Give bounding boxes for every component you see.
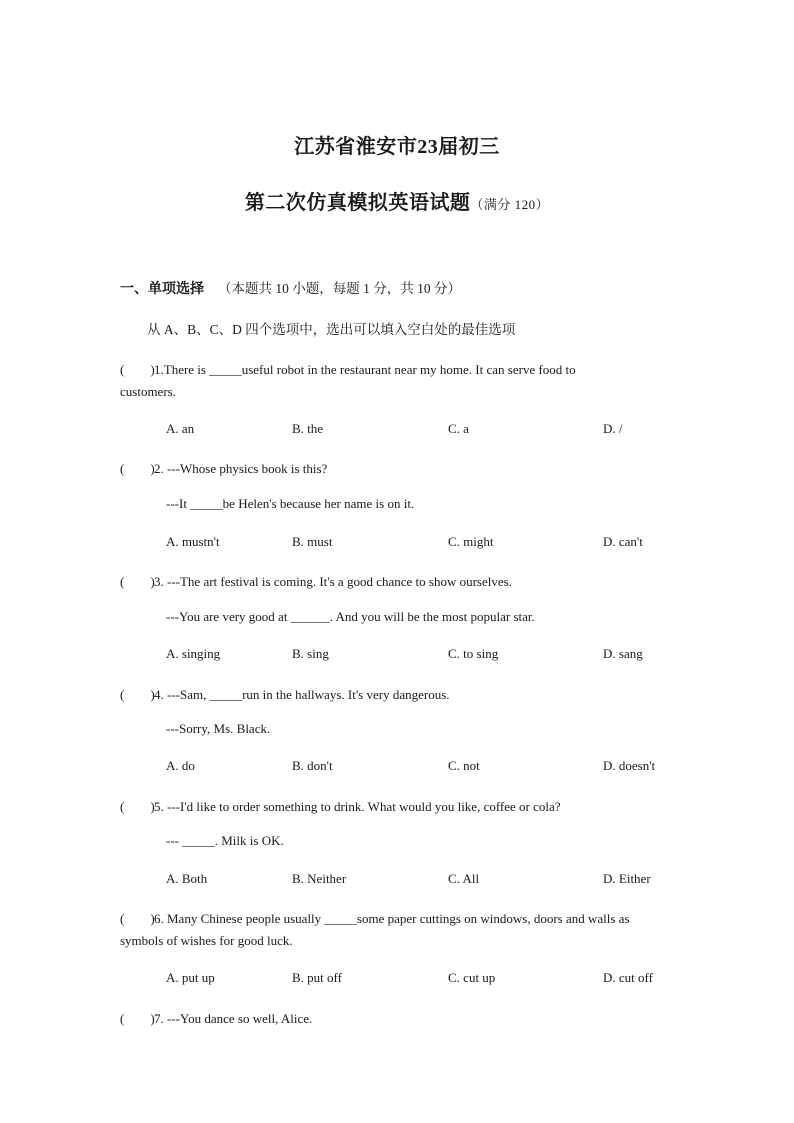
q1-option-d: D. / bbox=[603, 421, 623, 436]
question-6-stem bbox=[120, 908, 630, 927]
question-2-stem bbox=[120, 458, 327, 477]
q5-option-b: B. Neither bbox=[292, 871, 347, 886]
answer-paren[interactable]: ( ) bbox=[120, 687, 155, 702]
q6-option-d: D. cut off bbox=[603, 970, 653, 985]
question-2-stem-cont: ---It _____be Helen's because her name is on it. bbox=[166, 496, 415, 511]
q3-option-a: A. singing bbox=[166, 646, 221, 661]
q1-option-b: B. the bbox=[292, 421, 324, 436]
section-title: 一、单项选择 bbox=[120, 282, 204, 297]
question-text: 6. Many Chinese people usually _____some paper cuttings on windows, doors and walls as bbox=[154, 911, 630, 926]
answer-paren[interactable]: ( ) bbox=[120, 574, 155, 589]
q6-option-b: B. put off bbox=[292, 970, 342, 985]
question-text: 7. ---You dance so well, Alice. bbox=[154, 1011, 313, 1026]
section-note: （本题共 10 小题，每题 1 分，共 10 分） bbox=[218, 281, 461, 296]
full-score: （满分 120） bbox=[470, 197, 550, 212]
title-line-2 bbox=[0, 186, 794, 215]
answer-paren[interactable]: ( ) bbox=[120, 1011, 155, 1026]
question-7-stem bbox=[120, 1008, 312, 1027]
q6-option-c: C. cut up bbox=[448, 970, 496, 985]
question-4-stem-cont: ---Sorry, Ms. Black. bbox=[166, 721, 271, 736]
q2-option-a: A. mustn't bbox=[166, 534, 220, 549]
question-3-stem bbox=[120, 571, 512, 590]
q3-option-c: C. to sing bbox=[448, 646, 499, 661]
q5-option-c: C. All bbox=[448, 871, 480, 886]
q5-option-d: D. Either bbox=[603, 871, 651, 886]
q3-option-d: D. sang bbox=[603, 646, 643, 661]
question-1-stem-cont: customers. bbox=[120, 384, 176, 399]
question-text: 4. ---Sam, _____run in the hallways. It's very dangerous. bbox=[154, 687, 450, 702]
answer-paren[interactable]: ( ) bbox=[120, 911, 155, 926]
q4-option-b: B. don't bbox=[292, 758, 333, 773]
title-line-1: 江苏省淮安市23届初三 bbox=[294, 136, 500, 158]
question-5-stem-cont: --- _____. Milk is OK. bbox=[166, 833, 284, 848]
answer-paren[interactable]: ( ) bbox=[120, 799, 155, 814]
q4-option-d: D. doesn't bbox=[603, 758, 656, 773]
q2-option-d: D. can't bbox=[603, 534, 643, 549]
title-main: 第二次仿真模拟英语试题 bbox=[244, 192, 471, 214]
q2-option-c: C. might bbox=[448, 534, 494, 549]
question-4-stem bbox=[120, 684, 450, 703]
question-text: 2. ---Whose physics book is this? bbox=[154, 461, 328, 476]
question-3-stem-cont: ---You are very good at ______. And you will be the most popular star. bbox=[166, 609, 535, 624]
q5-option-a: A. Both bbox=[166, 871, 208, 886]
q1-option-a: A. an bbox=[166, 421, 195, 436]
q3-option-b: B. sing bbox=[292, 646, 329, 661]
answer-paren[interactable]: ( ) bbox=[120, 461, 155, 476]
question-6-stem-cont: symbols of wishes for good luck. bbox=[120, 933, 293, 948]
q4-option-a: A. do bbox=[166, 758, 195, 773]
question-5-stem bbox=[120, 796, 561, 815]
question-1-stem bbox=[120, 359, 576, 378]
q2-option-b: B. must bbox=[292, 534, 333, 549]
question-text: 5. ---I'd like to order something to drink. What would you like, coffee or cola? bbox=[154, 799, 561, 814]
section-heading bbox=[120, 277, 461, 298]
answer-paren[interactable]: ( ) bbox=[120, 362, 155, 377]
q1-option-c: C. a bbox=[448, 421, 469, 436]
section-instruction: 从 A、B、C、D 四个选项中，选出可以填入空白处的最佳选项 bbox=[147, 322, 516, 337]
q6-option-a: A. put up bbox=[166, 970, 215, 985]
question-text: 3. ---The art festival is coming. It's a good chance to show ourselves. bbox=[154, 574, 512, 589]
question-text: 1.There is _____useful robot in the restaurant near my home. It can serve food to bbox=[154, 362, 576, 377]
q4-option-c: C. not bbox=[448, 758, 480, 773]
